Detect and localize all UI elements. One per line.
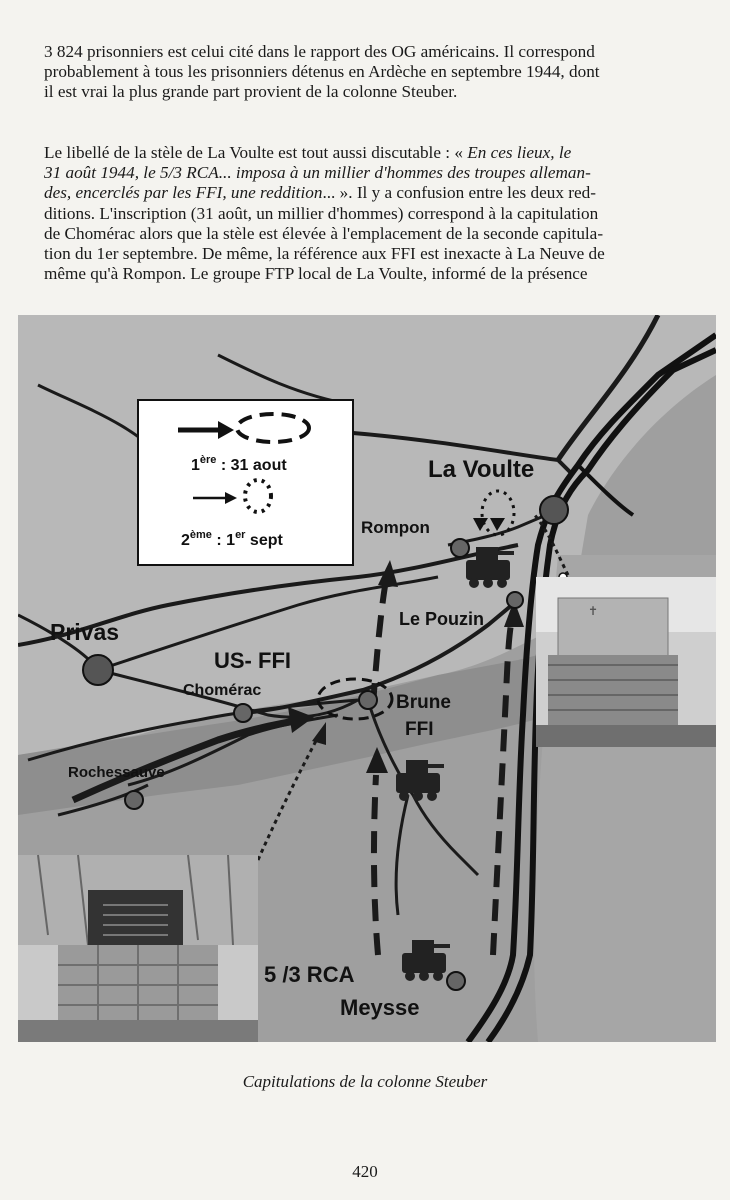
- text-line: des, encerclés par les FFI, une reddition... ». Il y a confusion entre les deux red-: [44, 183, 596, 203]
- label-ffi: FFI: [405, 719, 434, 740]
- label-privas: Privas: [50, 619, 120, 645]
- town-privas: [83, 655, 113, 685]
- text-line: il est vrai la plus grande part provient de la colonne Steuber.: [44, 82, 458, 102]
- label-la-voulte: La Voulte: [428, 456, 535, 483]
- town-meysse: [447, 972, 465, 990]
- text-line: 31 août 1944, le 5/3 RCA... imposa à un millier d'hommes des troupes alleman-: [44, 163, 591, 183]
- legend-first-label: 1ère : 31 aout: [191, 454, 287, 474]
- label-us-ffi: US- FFI: [214, 648, 291, 673]
- legend-second-label: 2ème : 1er sept: [181, 529, 283, 549]
- label-rompon: Rompon: [361, 518, 430, 537]
- text-line: 3 824 prisonniers est celui cité dans le rapport des OG américains. Il correspond: [44, 42, 595, 61]
- town-rochessauve: [125, 791, 143, 809]
- label-chomerac: Chomérac: [183, 682, 262, 699]
- text-line: tion du 1er septembre. De même, la référence aux FFI est inexacte à La Neuve de: [44, 244, 605, 264]
- text-line: probablement à tous les prisonniers détenus en Ardèche en septembre 1944, dont: [44, 62, 600, 82]
- stele-photo-la-voulte: [536, 577, 716, 747]
- label-le-pouzin: Le Pouzin: [399, 609, 484, 629]
- text-line: de Chomérac alors que la stèle est élevée à l'emplacement de la seconde capitula-: [44, 223, 604, 243]
- label-rochessauve: Rochessauve: [68, 764, 165, 781]
- label-meysse: Meysse: [340, 995, 420, 1020]
- stele-photo-chomerac: [18, 855, 258, 1042]
- town-rompon: [451, 539, 469, 557]
- town-le-pouzin: [507, 592, 523, 608]
- text-line: Le libellé de la stèle de La Voulte est tout aussi discutable : « En ces lieux, le: [44, 143, 572, 162]
- page-number: 420: [352, 1162, 378, 1181]
- text-line: même qu'à Rompon. Le groupe FTP local de La Voulte, informé de la présence: [44, 264, 588, 284]
- town-la-voulte: [540, 496, 568, 524]
- capitulation-map: [18, 315, 716, 1042]
- legend-box: [138, 400, 353, 565]
- paragraph-2: [44, 143, 714, 284]
- label-brune: Brune: [396, 692, 451, 713]
- paragraph-1: [44, 42, 714, 103]
- text-line: ditions. L'inscription (31 août, un millier d'hommes) correspond à la capitulation: [44, 203, 599, 223]
- figure-caption: Capitulations de la colonne Steuber: [242, 1072, 488, 1091]
- town-chomerac: [234, 704, 252, 722]
- svg-text:✝: ✝: [588, 604, 599, 618]
- town-brune: [359, 691, 377, 709]
- label-5-3-rca: 5 /3 RCA: [264, 962, 355, 987]
